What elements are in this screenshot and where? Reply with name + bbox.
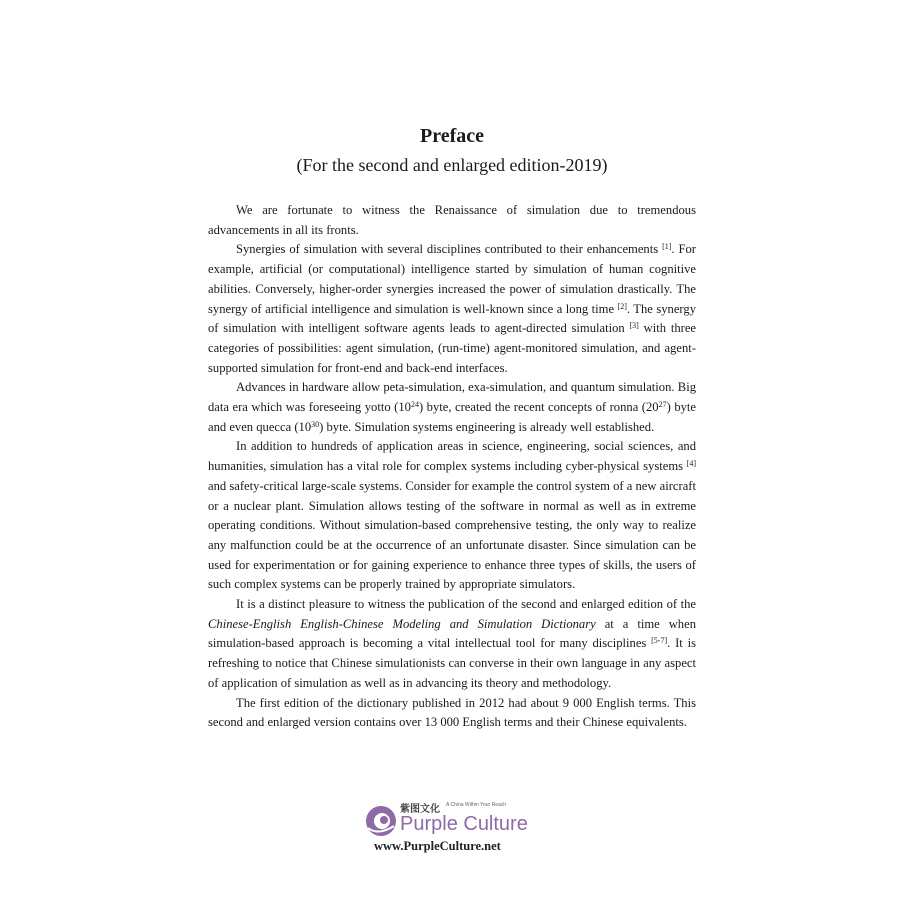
paragraph-4 — [208, 437, 696, 595]
citation-4: [4] — [686, 459, 696, 469]
paragraph-6-text: The first edition of the dictionary published in 2012 had about 9 000 English terms. This second and enlarged version contains over 13 000 English terms and their Chinese equivalents. — [208, 695, 696, 730]
watermark-url: www.PurpleCulture.net — [374, 839, 501, 853]
preface-page — [208, 118, 696, 733]
watermark-tagline: A China Within Your Reach — [446, 802, 507, 808]
exponent-30: 30 — [311, 419, 320, 429]
watermark-chinese-name: 紫图文化 — [400, 804, 440, 815]
paragraph-2-text-b: . For example, artificial (or computational) intelligence started by simulation of human cognitive abilities. Conversely, higher-order synergies increased the power of simulation drastically. The synergy of artificial intelligence and simulation is well-known since a long time — [208, 242, 696, 316]
paragraph-2-text-a: Synergies of simulation with several disciplines contributed to their enhancements — [236, 242, 663, 257]
paragraph-2-text-c: . The synergy of simulation with intelligent software agents leads to agent-directed simulation — [208, 301, 696, 336]
paragraph-3-text-a: Advances in hardware allow peta-simulation, exa-simulation, and quantum simulation. Big data era which was foreseeing yotto (10 — [208, 380, 696, 415]
paragraph-4-text-b: and safety-critical large-scale systems. Consider for example the control system of a new aircraft or a nuclear plant. Simulation allows testing of the software in normal as well as in extreme operating conditions. Without simulation-based comprehensive testing, the only way to realize any malfunction could be at the occurrence of an unfortunate disaster. Since simulation can be used for experimentation or for gaining experience to enhance three types of skills, the users of such complex systems can be properly trained by appropriate simulators. — [208, 478, 696, 592]
paragraph-5-text-c: . It is refreshing to notice that Chinese simulationists can converse in their own language in any aspect of application of simulation as well as in advancing its theory and methodology. — [208, 636, 696, 690]
page-subtitle: (For the second and enlarged edition-2019) — [296, 155, 608, 175]
paragraph-6 — [208, 694, 696, 733]
paragraph-2-text-d: with three categories of possibilities: agent simulation, (run-time) agent-monitored simulation, and agent-supported simulation for front-end and back-end interfaces. — [208, 321, 697, 375]
paragraph-5-text-a: It is a distinct pleasure to witness the publication of the second and enlarged edition of the — [236, 597, 696, 612]
purple-culture-watermark — [358, 800, 558, 860]
citation-1: [1] — [662, 242, 672, 252]
page-title: Preface — [419, 125, 485, 147]
citation-3: [3] — [629, 321, 639, 331]
paragraph-3-text-c: ) byte and even quecca (10 — [208, 400, 697, 434]
exponent-27: 27 — [658, 400, 667, 410]
citation-2: [2] — [617, 301, 627, 311]
paragraph-5 — [208, 595, 696, 694]
paragraph-5-text-b: at a time when simulation-based approach is becoming a vital intellectual tool for many disciplines — [208, 616, 696, 651]
paragraph-3-text-d: ) byte. Simulation systems engineering is already well established. — [319, 419, 655, 434]
citation-5-7: [5-7] — [651, 636, 668, 646]
paragraph-1-text: We are fortunate to witness the Renaissance of simulation due to tremendous advancements in all its fronts. — [208, 203, 696, 237]
paragraph-2 — [208, 240, 696, 378]
paragraph-4-text-a: In addition to hundreds of application areas in science, engineering, social sciences, and humanities, simulation has a vital role for complex systems including cyber-physical systems — [208, 439, 696, 474]
paragraph-1 — [208, 201, 696, 240]
paragraph-3-text-b: ) byte, created the recent concepts of ronna (20 — [418, 400, 659, 415]
paragraph-3 — [208, 378, 696, 437]
dictionary-title: Chinese-English English-Chinese Modeling and Simulation Dictionary — [208, 616, 596, 631]
purple-culture-logo-icon — [364, 804, 398, 838]
exponent-24: 24 — [410, 400, 419, 410]
watermark-brand-name: Purple Culture — [400, 813, 528, 835]
